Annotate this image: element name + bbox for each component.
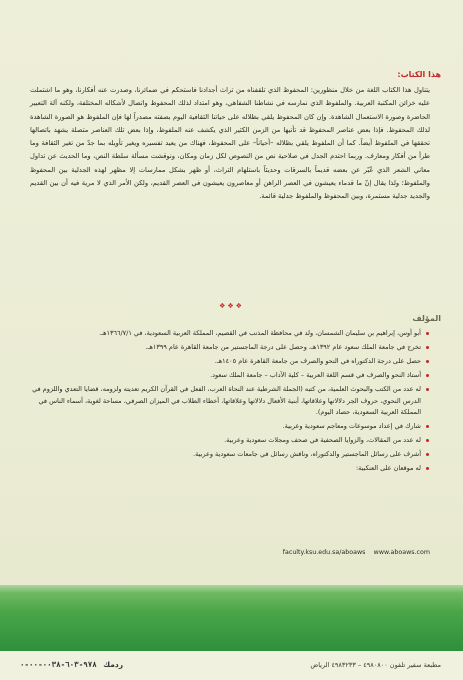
section-divider: ❖❖❖ <box>219 302 244 310</box>
author-bio-item: أبو أوس، إبراهيم بن سليمان الشمسان، ولد في محافظة المذنب في القصيم، المملكة العربية السعودية، في ١٣٦٦/٧/١هـ. <box>30 328 430 340</box>
isbn <box>20 660 123 669</box>
author-bio-item: له عدد من المقالات، والزوايا الصحفية في صحف ومجلات سعودية وعربية. <box>30 435 430 447</box>
green-band <box>0 585 463 651</box>
about-heading <box>397 70 441 79</box>
author-bio-list <box>30 328 430 477</box>
about-heading-text: هذا الكتاب: <box>397 70 441 79</box>
author-heading-text: المؤلف <box>412 314 441 323</box>
website-link-faculty[interactable]: faculty.ksu.edu.sa/aboaws <box>282 549 366 556</box>
author-bio-item: أستاذ النحو والصرف في قسم اللغة العربية – كلية الآداب – جامعة الملك سعود. <box>30 370 430 382</box>
about-paragraph <box>30 84 430 203</box>
author-bio-item: له عدد من الكتب والبحوث العلمية، من كتبه (الجملة الشرطية عند النحاة العرب، الفعل في القرآن الكريم تعديته ولزومه، قضايا التعدي واللزوم في الدرس النحوي، حروف الجر دلالاتها وعلاقاتها، أبنية الأفعال دلالاتها وعلاقاتها، أخطاء الطلاب في الميزان الصرفي، مساحة لغوية، أسماء الناس في المملكة العربية السعودية، حصاد اليوم). <box>30 384 430 420</box>
author-websites <box>30 548 430 556</box>
author-heading <box>412 314 441 323</box>
printer-info: مطبعة سفير تلفون ٤٩٨٠٨٠٠ – ٤٩٨٣٢٣٣ الرياض <box>310 661 441 669</box>
isbn-number: ٩٧٨-٦٠٣-٠٠٣٨-٠٠-٠ <box>20 660 97 669</box>
website-link-primary[interactable]: www.aboaws.com <box>373 549 430 556</box>
isbn-label: ردمك <box>103 660 124 669</box>
about-paragraph-text: يتناول هذا الكتاب اللغة من خلال منظورين: المحفوظ الذي تلقفناه من تراث أجدادنا فاستحكم في ضمائرنا، وصدرت عنه أفكارنا، وهو ما اشتملت عليه خزائن المكتبة العربية. والملفوظ الذي نمارسه في نشاطنا الشفاهي، وهو امتداد لذلك المحفوظ واتصال لأشكاله المختلفة، ولكنه آلة التعبير الحاضرة وصورة الاستعمال الشاهدة. وإن كان المحفوظ يلقي بظلاله على حياتنا الثقافية اليوم بصفته مصدراً لها فإن الملفوظ هو الصورة الشاهدة لذلك المحفوظ. فإذا بعض عناصر المحفوظ قد تأتيها من الزمن الكثير الذي يكشف عنه الملفوظ، وإذا بعض تلك العناصر متصلة يشهد باتصالها تحققها في الملفوظ أيضاً. كما أن الملفوظ يلقي بظلاله –أحياناً– على المحفوظ، فهناك من يعيد تفسيره ويغير تأويله بما جدّ من تغير الثقافة وما طرأ من أفكار ومعارف. وربما احتدم الجدل في صلاحية نص من النصوص لكل زمان ومكان، ونوقشت مسألة سلطة النص، وما الحديث عن تداول معاني الشعر الذي عُبّر عن بعضه قديماً بالسرقات وحديثاً باستلهام التراث، أو ظهر بشكل ممارسات إلا مظهر لهذه الجدلية بين المحفوظ والملفوظ؛ ولذا يقال إنّ ما قدماء يعيشون في العصر الراهن أو معاصرون يعيشون في العصر القديم، ولكن الأمر الذي لا مرية فيه أن بين القديم والجديد جدلية مستمرة، وبين المحفوظ والملفوظ جدلية قائمة. <box>30 86 430 200</box>
author-bio-item: له موقعان على العنكبية: <box>30 463 430 475</box>
author-bio-item: تخرج في جامعة الملك سعود عام ١٣٩٢هـ، وحصل على درجة الماجستير من جامعة القاهرة عام ١٣٩٩هـ. <box>30 342 430 354</box>
author-bio-item: شارك في إعداد موسوعات ومعاجم سعودية وعربية. <box>30 421 430 433</box>
author-bio-item: أشرف على رسائل الماجستير والدكتوراه، وناقش رسائل في جامعات سعودية وعربية. <box>30 449 430 461</box>
author-bio-item: حصل على درجة الدكتوراه في النحو والصرف من جامعة القاهرة عام ١٤٠٥هـ. <box>30 356 430 368</box>
